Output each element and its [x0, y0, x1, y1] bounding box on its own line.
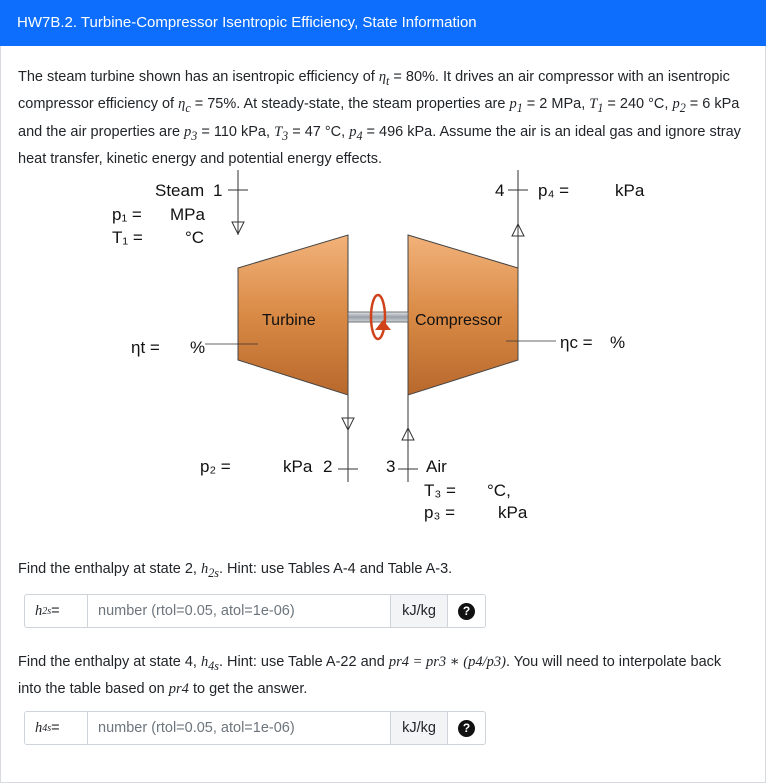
- question-mark-icon: ?: [458, 603, 475, 620]
- question-header: [0, 0, 766, 46]
- T3-sub: 3: [282, 128, 289, 143]
- h2s-label-symbol: h: [35, 602, 43, 619]
- eta-t-symbol: η: [378, 69, 387, 85]
- p1-unit: MPa: [170, 205, 205, 224]
- q1-text: . Hint: use Tables A-4 and Table A-3.: [218, 561, 453, 577]
- intro-text: = 496 kPa. Assume the air is an ideal gas and ignore stray heat transfer, kinetic energy and potential energy effects.: [18, 123, 741, 168]
- turbine-label: Turbine: [262, 312, 316, 329]
- h2s-unit: kJ/kg: [391, 594, 448, 628]
- p1-label: p₁ =: [112, 205, 142, 224]
- p3-label: p₃ =: [424, 503, 456, 522]
- h4s-label-symbol: h: [35, 719, 43, 736]
- p4-sub: 4: [356, 128, 363, 143]
- shaft: [348, 312, 408, 322]
- T3-symbol: T: [274, 123, 283, 140]
- T1-sub: 1: [597, 101, 604, 116]
- h2s-symbol: h: [200, 561, 209, 577]
- pr-formula: pr4 = pr3 ∗ (p4/p3): [388, 654, 506, 670]
- q2-text: . Hint: use Table A-22 and: [218, 654, 389, 670]
- question-1-text: [18, 558, 452, 585]
- h4s-input-group: [24, 711, 486, 745]
- turbine-compressor-diagram: [0, 170, 766, 540]
- intro-text: = 6 kPa and the air properties are: [18, 96, 740, 140]
- eta-c-unit: %: [610, 333, 626, 352]
- steam-label: Steam: [155, 181, 205, 200]
- eta-c-label: ηc =: [560, 333, 593, 352]
- p2-sub: 2: [679, 101, 686, 116]
- h4s-symbol: h: [200, 654, 209, 670]
- h2s-sub: 2s: [208, 565, 219, 580]
- h2s-help-button[interactable]: [448, 594, 486, 628]
- p4-unit: kPa: [615, 181, 645, 200]
- eta-c-symbol: η: [178, 96, 186, 113]
- p4-label: p₄ =: [538, 181, 570, 200]
- eta-c-sub: c: [185, 101, 191, 116]
- eta-t-label: ηt =: [131, 338, 160, 357]
- intro-text: = 110 kPa,: [197, 123, 275, 140]
- eta-t-sub: t: [386, 73, 390, 88]
- p3-unit: kPa: [498, 503, 528, 522]
- intro-text: = 47 °C,: [288, 123, 350, 140]
- pr4-symbol: pr4: [168, 681, 189, 698]
- compressor-label: Compressor: [415, 312, 503, 329]
- q2-text: Find the enthalpy at state 4,: [18, 654, 201, 670]
- intro-text: = 80%. It drives an air compressor with an isentropic compressor efficiency of: [18, 69, 730, 113]
- p3-symbol: p: [184, 123, 192, 140]
- h4s-label-sub: 4s: [42, 722, 52, 734]
- intro-text: The steam turbine shown has an isentropic efficiency of: [18, 69, 379, 85]
- q2-text: . You will need to interpolate back into the table based on: [18, 654, 722, 698]
- p4-symbol: p: [349, 123, 357, 140]
- intro-text: = 2 MPa,: [522, 96, 590, 113]
- state-3-label: 3: [386, 457, 396, 476]
- state-4-label: 4: [495, 181, 505, 200]
- question-2-text: [18, 651, 746, 702]
- state-1-label: 1: [213, 181, 223, 200]
- h4s-sub: 4s: [208, 658, 219, 673]
- problem-statement: [18, 66, 746, 172]
- h2s-label-sub: 2s: [42, 605, 52, 617]
- p2-unit: kPa: [283, 457, 313, 476]
- h4s-input[interactable]: [87, 711, 391, 745]
- p1-sub: 1: [516, 101, 523, 116]
- p2-symbol: p: [672, 96, 680, 113]
- T3-unit: °C,: [487, 481, 511, 500]
- h4s-unit: kJ/kg: [391, 711, 448, 745]
- p1-symbol: p: [509, 96, 517, 113]
- intro-text: = 75%. At steady-state, the steam properties are: [190, 96, 510, 113]
- q1-text: Find the enthalpy at state 2,: [18, 561, 201, 577]
- intro-text: = 240 °C,: [603, 96, 673, 113]
- T1-label: T₁ =: [112, 228, 143, 247]
- p3-sub: 3: [191, 128, 198, 143]
- h2s-label-eq: =: [51, 603, 60, 619]
- p2-label: p₂ =: [200, 457, 231, 476]
- state-2-label: 2: [323, 457, 333, 476]
- h2s-input[interactable]: [87, 594, 391, 628]
- question-title: HW7B.2. Turbine-Compressor Isentropic Efficiency, State Information: [17, 14, 477, 31]
- h4s-label-eq: =: [51, 720, 60, 736]
- h4s-label: [24, 711, 87, 745]
- h4s-help-button[interactable]: [448, 711, 486, 745]
- air-label: Air: [426, 457, 447, 476]
- h2s-input-group: [24, 594, 486, 628]
- T1-unit: °C: [185, 228, 205, 247]
- eta-t-unit: %: [190, 338, 206, 357]
- T1-symbol: T: [589, 96, 598, 113]
- T3-label: T₃ =: [424, 481, 456, 500]
- q2-text: to get the answer.: [188, 681, 308, 698]
- question-mark-icon: ?: [458, 720, 475, 737]
- h2s-label: [24, 594, 87, 628]
